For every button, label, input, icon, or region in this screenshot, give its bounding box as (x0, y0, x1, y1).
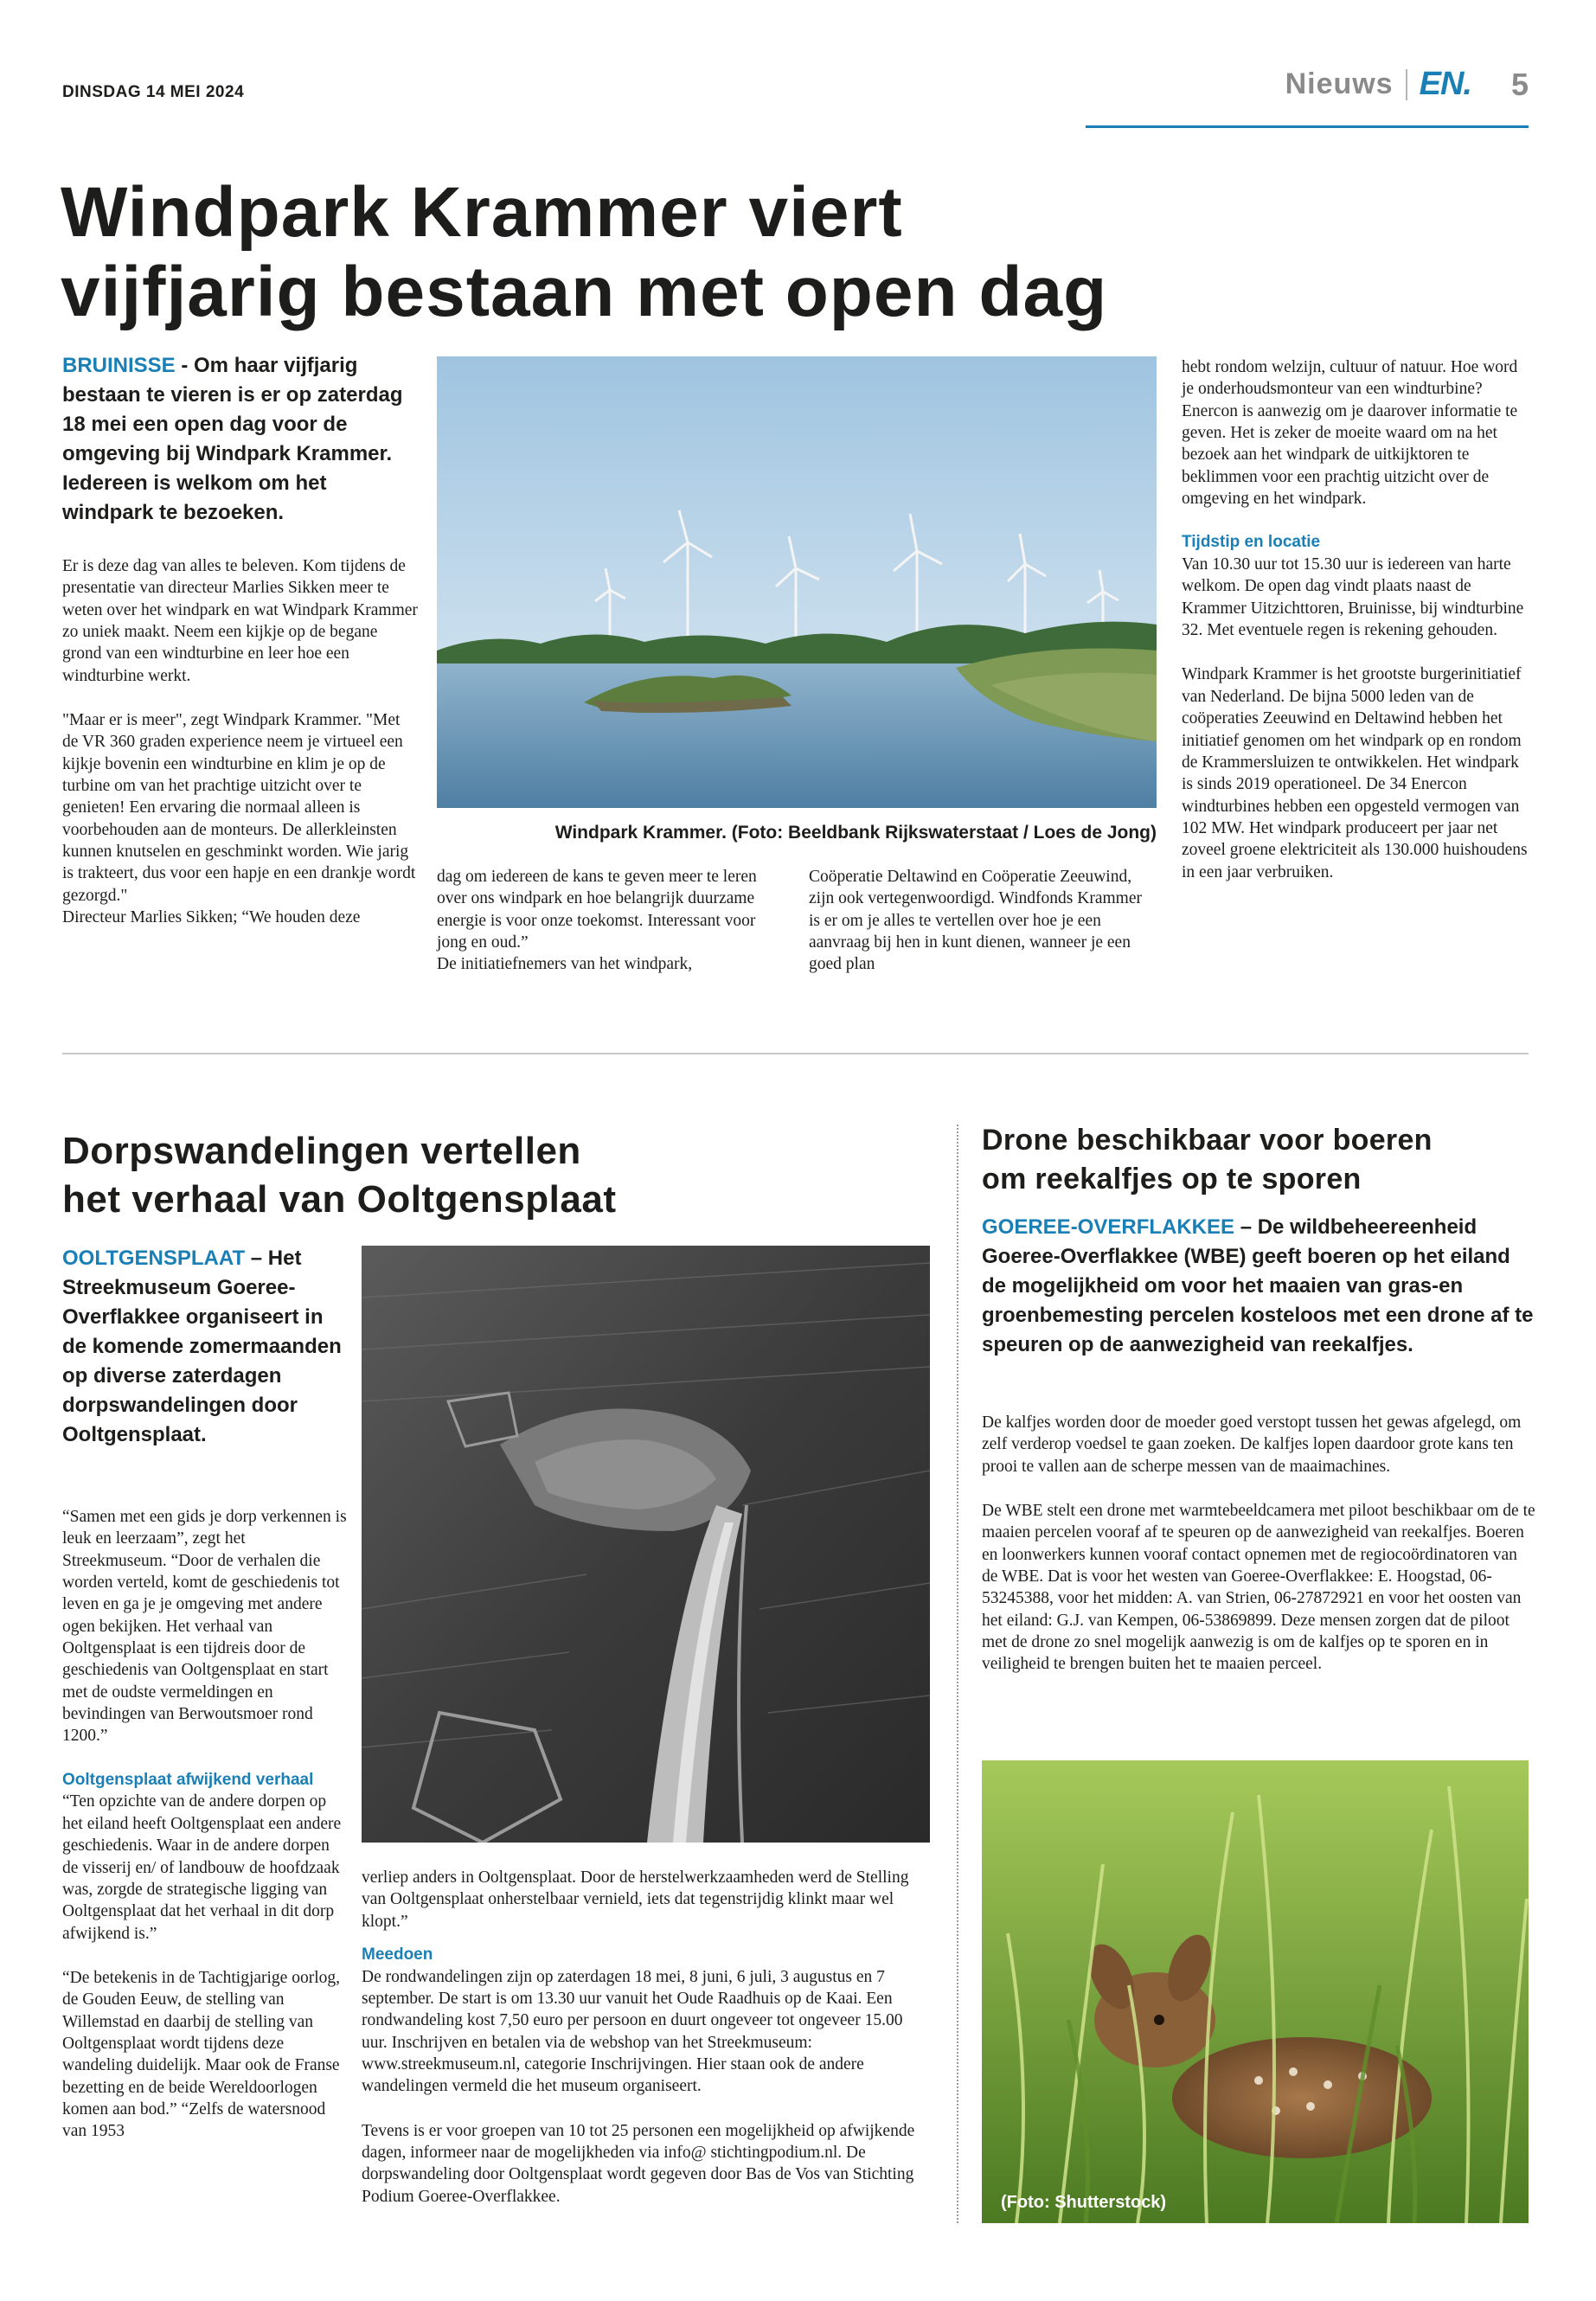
article1-dateline: BRUINISSE (62, 354, 176, 377)
article2-headline-line1: Dorpswandelingen vertellen (62, 1130, 581, 1172)
article2-subhead-afwijkend: Ooltgensplaat afwijkend verhaal (62, 1770, 314, 1789)
masthead-rule (1086, 125, 1529, 128)
column-divider (957, 1125, 958, 2223)
masthead (1285, 66, 1529, 103)
article1-headline (61, 173, 1185, 332)
article1-col2-p1: dag om iedereen de kans te geven meer te leren over ons windpark en hoe belangrijk duurzame energie is voor onze toekomst. Interessant voor jong en oud.” (437, 868, 757, 952)
article2-headline (62, 1127, 945, 1225)
article3-body (982, 1412, 1535, 1676)
ooltgensplaat-aerial-photo (362, 1246, 930, 1843)
article3-headline (982, 1121, 1535, 1199)
article2-col1-p2: “Ten opzichte van de andere dorpen op het eiland heeft Ooltgensplaat een andere geschiedenis. Waar in de andere dorpen de visserij en/ of landbouw de hoofdzaak was, zorgde de strategische ligging van Ooltgensplaat dat het verhaal in dit dorp afwijkend is.” (62, 1792, 342, 1943)
article2-col1 (62, 1506, 348, 2143)
en-logo: EN. (1419, 66, 1471, 102)
article1-col3-p1: Coöperatie Deltawind en Coöperatie Zeeuwind, zijn ook vertegenwoordigd. Windfonds Krammer is er om je alles te vertellen over hoe je een aanvraag bij hen in kunt dienen, wanneer je een goed plan (809, 868, 1142, 974)
article1-lead-text: - Om haar vijfjarig bestaan te vieren is er op zaterdag 18 mei een open dag voor de omgeving bij Windpark Krammer. Iedereen is welkom om het windpark te bezoeken. (62, 354, 403, 525)
article2-lead-text: – Het Streekmuseum Goeree-Overflakkee organiseert in de komende zomermaanden op diverse zaterdagen dorpswandelingen door Ooltgensplaat. (62, 1247, 342, 1447)
article2-col1-p3: “De betekenis in de Tachtigjarige oorlog, de Gouden Eeuw, de stelling van Willemstad en daarbij de stelling van Ooltgensplaat wordt tijdens deze wandeling duidelijk. Maar ook de Franse bezetting en de beide Wereldoorlogen komen aan bod.” “Zelfs de watersnood van 1953 (62, 1968, 340, 2141)
article2-col1-p1: “Samen met een gids je dorp verkennen is leuk en leerzaam”, zegt het Streekmuseum. “Door de verhalen die worden verteld, komt de geschiedenis tot leven en ga je je omgeving met andere ogen bekijken. Het verhaal van Ooltgensplaat is een tijdreis door de geschiedenis van Ooltgensplaat en start met de oudste vermeldingen en bevindingen van Berwoutsmoer rond 1200.” (62, 1508, 347, 1746)
article2-subhead-meedoen: Meedoen (362, 1945, 433, 1965)
article1-col2-p2: De initiatiefnemers van het windpark, (437, 955, 693, 974)
article1-col1-p3: Directeur Marlies Sikken; “We houden deze (62, 908, 361, 927)
masthead-divider (1406, 69, 1407, 100)
article1-col4-p2: Van 10.30 uur tot 15.30 uur is iedereen van harte welkom. De open dag vindt plaats naast de Krammer Uitzichttoren, Bruinisse, bij windturbine 32. Met eventuele regen is rekening gehouden. (1182, 555, 1524, 640)
windpark-photo-graphic (437, 356, 1157, 808)
article1-col1 (62, 555, 419, 929)
article1-subhead-tijdstip: Tijdstip en locatie (1182, 533, 1321, 552)
article1-headline-line2: vijfjarig bestaan met open dag (61, 252, 1108, 331)
article1-lead (62, 351, 408, 528)
article2-col2-p1: verliep anders in Ooltgensplaat. Door de herstelwerkzaamheden werd de Stelling van Ooltgensplaat onherstelbaar vernield, iets dat tegenstrijdig klinkt maar wel klopt.” (362, 1868, 909, 1931)
article1-col4 (1182, 356, 1531, 883)
article3-dateline: GOEREE-OVERFLAKKEE (982, 1215, 1235, 1239)
article1-col1-p2: "Maar er is meer", zegt Windpark Krammer. "Met de VR 360 graden experience neem je virtueel een kijkje bovenin een windturbine en klim je op de turbine om van het prachtige uitzicht over te genieten! Een ervaring die normaal alleen is voorbehouden aan de monteurs. De allerkleinsten kunnen knutselen en geschminkt worden. Wie jarig is trakteert, dus voor een hapje en een drankje wordt gezorgd." (62, 711, 416, 905)
article1-col4-p3: Windpark Krammer is het grootste burgerinitiatief van Nederland. De bijna 5000 leden van de coöperaties Zeeuwind en Deltawind hebben het initiatief genomen om het windpark op en rondom de Krammersluizen te ontwikkelen. Het windpark is sinds 2019 operationeel. De 34 Enercon windturbines hebben een opgesteld vermogen van 102 MW. Het windpark produceert per jaar net zoveel groene elektriciteit als 130.000 huishoudens in een jaar verbruiken. (1182, 665, 1528, 881)
article3-headline-line1: Drone beschikbaar voor boeren (982, 1124, 1433, 1157)
article3-p2: De WBE stelt een drone met warmtebeeldcamera met piloot beschikbaar om de te maaien percelen vooraf af te speuren op de aanwezigheid van reekalfjes. Boeren en loonwerkers kunnen vooraf contact opnemen met de regiocoördinatoren van de WBE. Dat is voor het westen van Goeree-Overflakkee: E. Hoogstad, 06-53245388, voor het midden: A. van Strien, 06-27872921 en voor het oosten van het eiland: G.J. van Kempen, 06-53869899. Deze mensen zorgen dat de piloot met de drone zo snel mogelijk aanwezig is om de kalfjes op te sporen en in veiligheid te brengen buiten het te maaien perceel. (982, 1502, 1535, 1674)
article3-lead-text: – De wildbeheereenheid Goeree-Overflakkee (WBE) geeft boeren op het eiland de mogelijkheid om voor het maaien van gras-en groenbemesting percelen kosteloos met een drone af te speuren op de aanwezigheid van reekalfjes. (982, 1215, 1534, 1357)
section-label: Nieuws (1285, 67, 1394, 100)
article2-col2 (362, 1867, 933, 2208)
article2-dateline: OOLTGENSPLAAT (62, 1247, 246, 1270)
fawn-photo-graphic (982, 1760, 1529, 2223)
ooltgensplaat-aerial-graphic (362, 1246, 930, 1843)
windpark-photo-caption: Windpark Krammer. (Foto: Beeldbank Rijkswaterstaat / Loes de Jong) (554, 823, 1157, 843)
section-divider (62, 1053, 1529, 1054)
article1-col1-p1: Er is deze dag van alles te beleven. Kom tijdens de presentatie van directeur Marlies Sikken meer te weten over het windpark en wat Windpark Krammer zo uniek maakt. Neem een kijkje op de begane grond van een windturbine en leer hoe een windturbine werkt. (62, 557, 418, 685)
article1-col4-p1: hebt rondom welzijn, cultuur of natuur. Hoe word je onderhoudsmonteur van een windturbine? Enercon is aanwezig om je daarover informatie te geven. Het is zeker de moeite waard om na het bezoek aan het windpark de uitkijktoren te beklimmen voor een prachtig uitzicht over de omgeving en het windpark. (1182, 358, 1518, 509)
article1-col3 (809, 866, 1155, 976)
windpark-photo (437, 356, 1157, 808)
article3-lead (982, 1213, 1535, 1360)
fawn-photo (982, 1760, 1529, 2223)
article2-headline-line2: het verhaal van Ooltgensplaat (62, 1178, 617, 1221)
article2-col2-p3: Tevens is er voor groepen van 10 tot 25 personen een mogelijkheid op afwijkende dagen, informeer naar de mogelijkheden via info@ stichtingpodium.nl. De dorpswandeling door Ooltgensplaat wordt gegeven door Bas de Vos van Stichting Podium Goeree-Overflakkee. (362, 2121, 915, 2206)
article1-headline-line1: Windpark Krammer viert (61, 173, 903, 252)
article2-col2-p2: De rondwandelingen zijn op zaterdagen 18 mei, 8 juni, 6 juli, 3 augustus en 7 september. De start is om 13.30 uur vanuit het Oude Raadhuis op de Kaai. Een rondwandeling kost 7,50 euro per persoon en duurt ongeveer tot ongeveer 15.00 uur. Inschrijven en betalen via de webshop van het Streekmuseum: www.streekmuseum.nl, categorie Inschrijvingen. Hier staan ook de andere wandelingen vermeld die het museum organiseert. (362, 1967, 903, 2096)
article2-lead (62, 1244, 348, 1451)
fawn-photo-credit: (Foto: Shutterstock) (1001, 2193, 1167, 2212)
issue-date: DINSDAG 14 MEI 2024 (62, 83, 245, 101)
article3-p1: De kalfjes worden door de moeder goed verstopt tussen het gewas afgelegd, om zelf verderop voedsel te gaan zoeken. De kalfjes lopen daardoor grote kans ten prooi te vallen aan de scherpe messen van de maaimachines. (982, 1413, 1522, 1476)
article1-col2 (437, 866, 781, 976)
page-number: 5 (1510, 66, 1529, 102)
article3-headline-line2: om reekalfjes op te sporen (982, 1162, 1362, 1195)
